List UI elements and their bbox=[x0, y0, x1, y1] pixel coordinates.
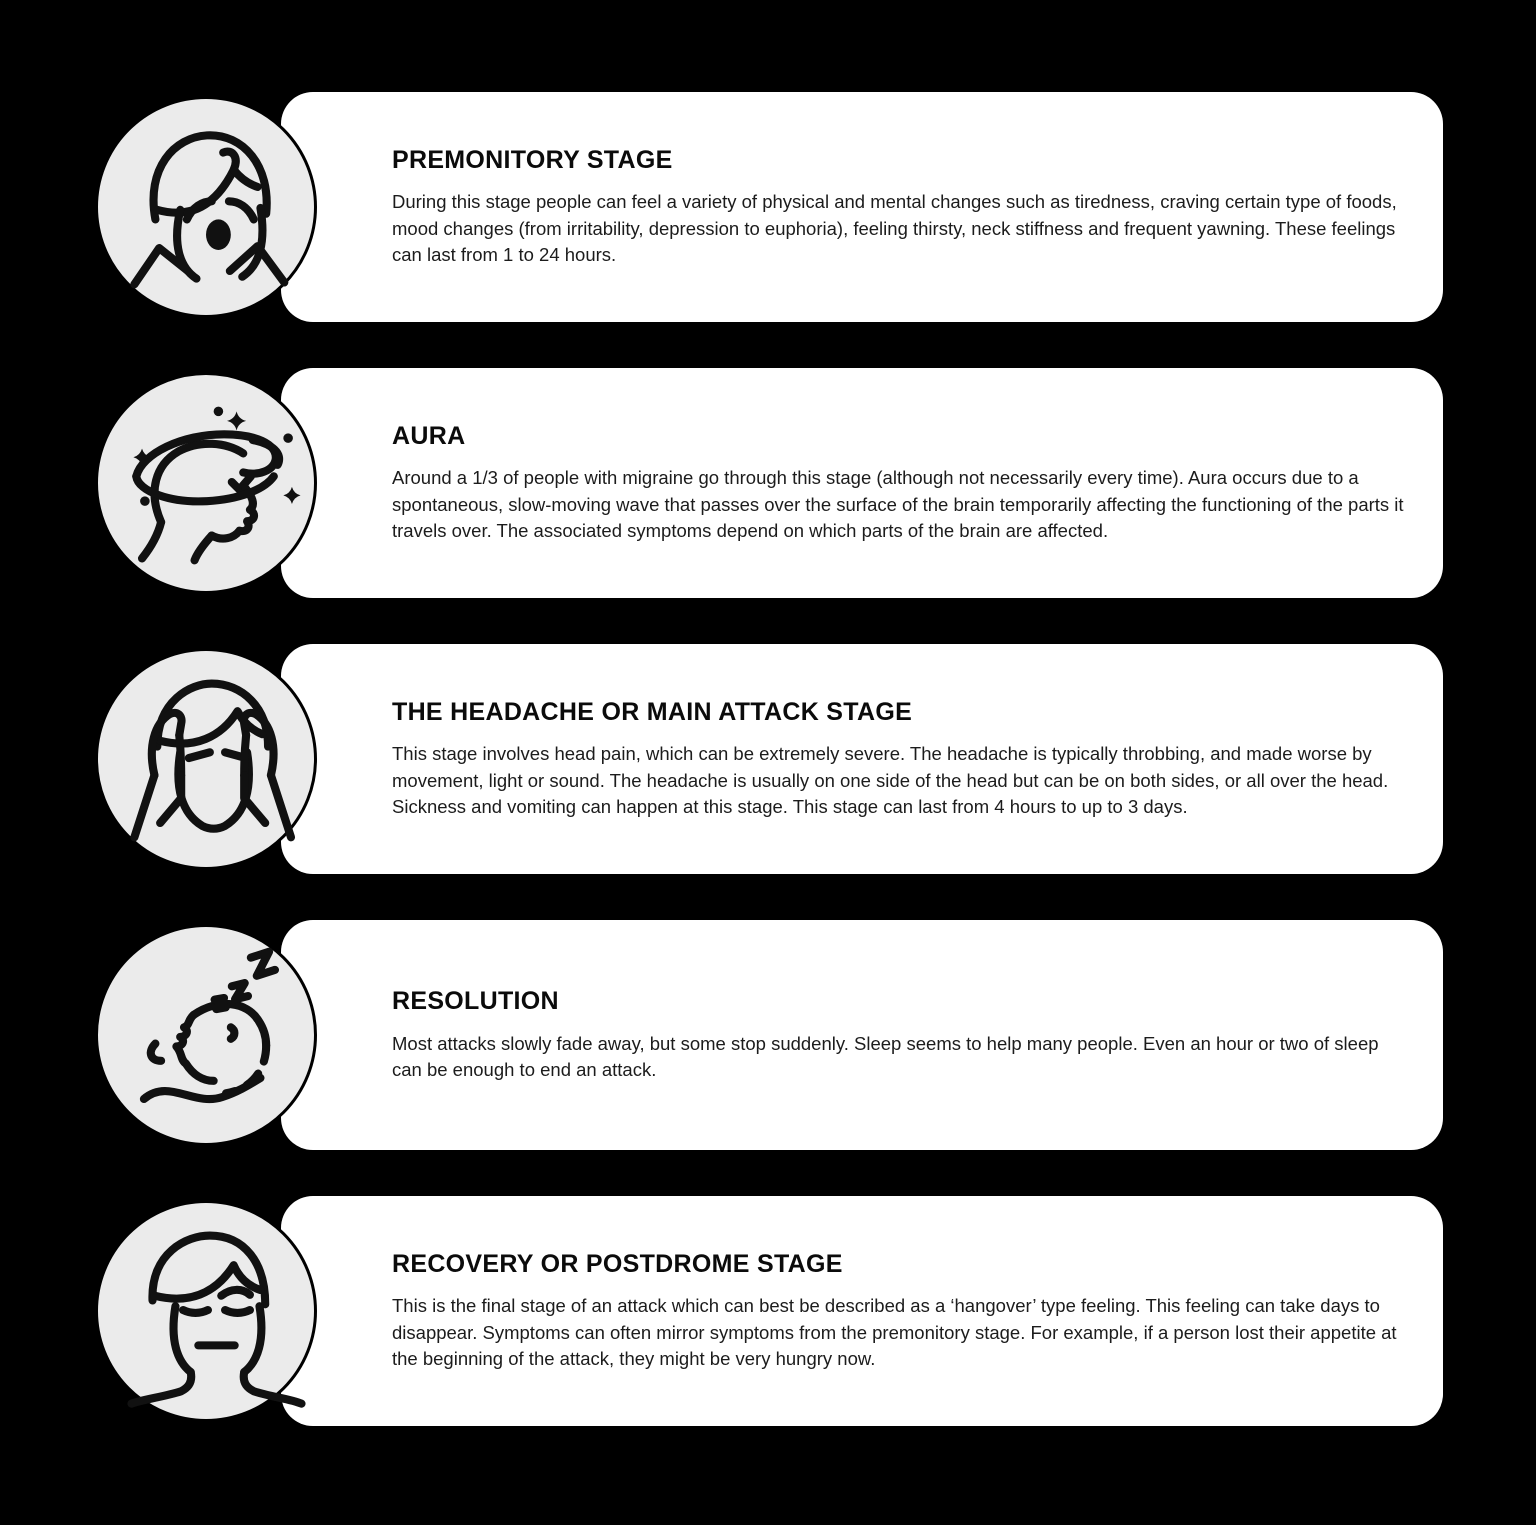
stage-row-premonitory bbox=[95, 92, 1443, 322]
yawning-face-icon bbox=[95, 96, 317, 318]
stage-card-premonitory bbox=[281, 92, 1443, 322]
stage-card-recovery bbox=[281, 1196, 1443, 1426]
stage-row-resolution bbox=[95, 920, 1443, 1150]
dizzy-head-icon bbox=[95, 372, 317, 594]
stage-description: Most attacks slowly fade away, but some stop suddenly. Sleep seems to help many people. Even an hour or two of sleep can be enough to end an attack. bbox=[392, 1032, 1379, 1080]
tired-face-icon bbox=[100, 1205, 312, 1417]
headache-face-icon bbox=[100, 653, 312, 865]
stage-card-resolution bbox=[281, 920, 1443, 1150]
stage-description: This stage involves head pain, which can be extremely severe. The headache is typically throbbing, and made worse by movement, light or sound. The headache is usually on one side of the head but can be on both sides, or all over the head. Sickness and vomiting can happen at this stage. This stage can last from 4 hours to up to 3 days. bbox=[392, 743, 1389, 817]
stage-title: AURA bbox=[392, 421, 466, 450]
stage-title: RECOVERY OR POSTDROME STAGE bbox=[392, 1249, 843, 1278]
stage-description: Around a 1/3 of people with migraine go through this stage (although not necessarily every time). Aura occurs due to a spontaneous, slow-moving wave that passes over the surface of the brain temporarily affecting the functioning of the parts it travels over. The associated symptoms depend on which parts of the brain are affected. bbox=[392, 467, 1404, 541]
stage-row-recovery bbox=[95, 1196, 1443, 1426]
stage-row-headache bbox=[95, 644, 1443, 874]
stage-description: This is the final stage of an attack which can best be described as a ‘hangover’ type feeling. This feeling can take days to disappear. Symptoms can often mirror symptoms from the premonitory stage. For example, if a person lost their appetite at the beginning of the attack, they might be very hungry now. bbox=[392, 1295, 1397, 1369]
tired-face-icon bbox=[95, 1200, 317, 1422]
stage-card-aura bbox=[281, 368, 1443, 598]
stage-title: RESOLUTION bbox=[392, 986, 559, 1015]
stage-title: THE HEADACHE OR MAIN ATTACK STAGE bbox=[392, 697, 913, 726]
stage-description: During this stage people can feel a variety of physical and mental changes such as tiredness, craving certain type of foods, mood changes (from irritability, depression to euphoria), feeling thirsty, neck stiffness and frequent yawning. These feelings can last from 1 to 24 hours. bbox=[392, 191, 1397, 265]
headache-face-icon bbox=[95, 648, 317, 870]
sleeping-head-icon bbox=[95, 924, 317, 1146]
stage-row-aura bbox=[95, 368, 1443, 598]
sleeping-head-icon bbox=[100, 929, 312, 1141]
dizzy-head-icon bbox=[100, 377, 312, 589]
stage-card-headache bbox=[281, 644, 1443, 874]
yawning-face-icon bbox=[100, 101, 312, 313]
stage-title: PREMONITORY STAGE bbox=[392, 145, 673, 174]
